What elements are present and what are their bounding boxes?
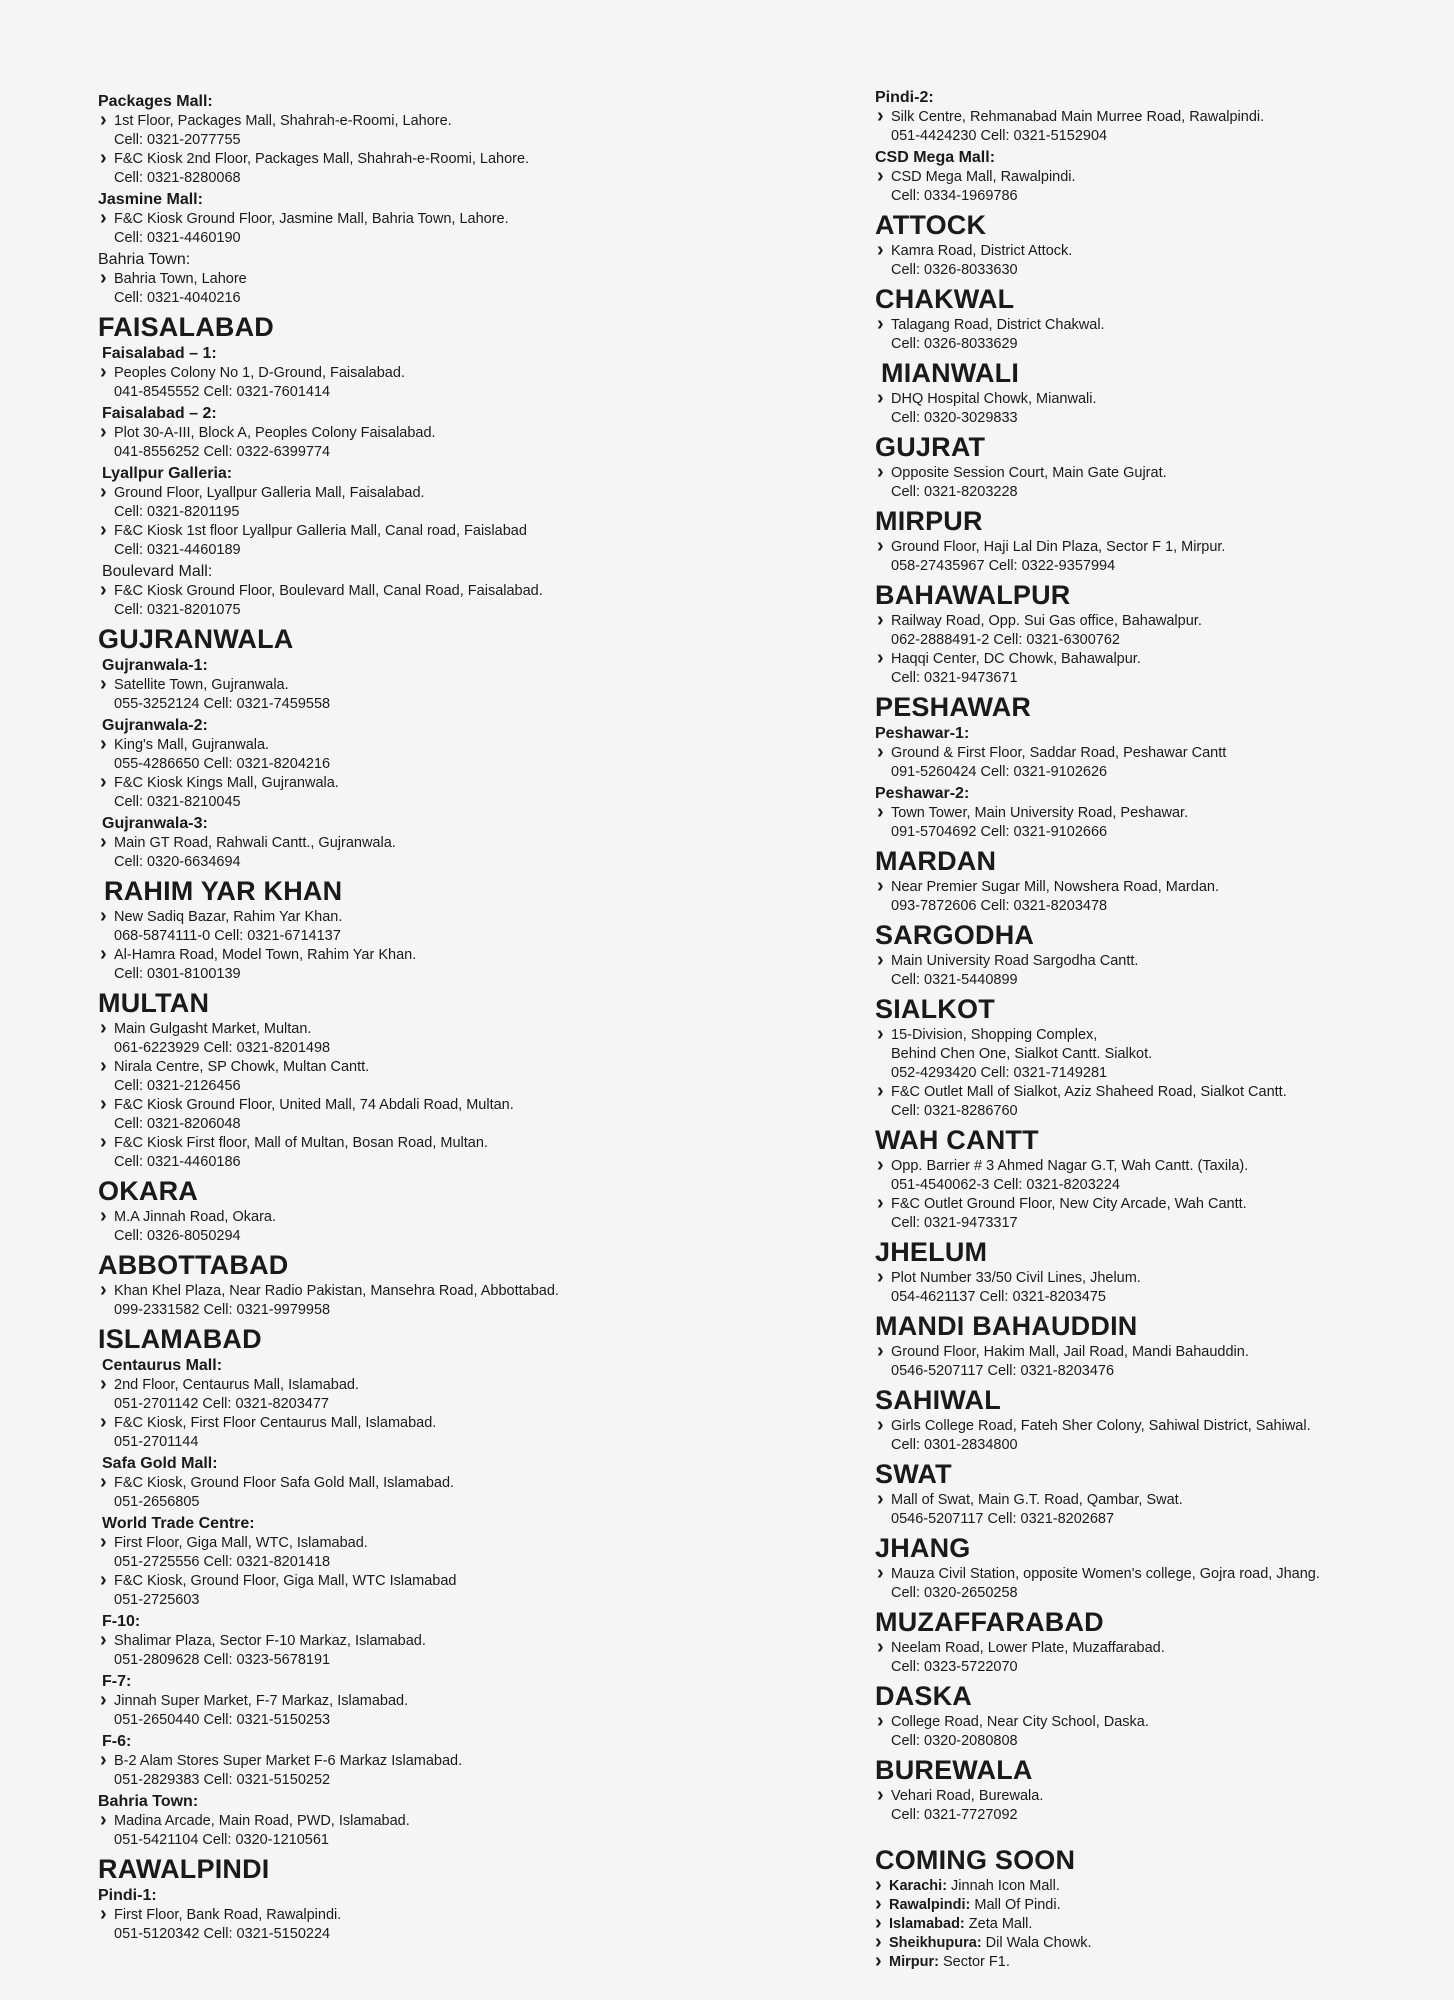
- store-contact: Cell: 0321-8280068: [114, 170, 241, 186]
- store-subheading: Faisalabad – 1:: [102, 345, 217, 362]
- store-entry: [100, 774, 798, 812]
- store-address: › Kamra Road, District Attock.: [877, 242, 1435, 261]
- store-address: › Ground Floor, Haji Lal Din Plaza, Sector F 1, Mirpur.: [877, 538, 1435, 557]
- store-contact: 051-2725556 Cell: 0321-8201418: [114, 1554, 331, 1570]
- store-entry: [100, 522, 798, 560]
- store-contact: Cell: 0320-2650258: [891, 1585, 1018, 1601]
- store-entry: [100, 1208, 798, 1246]
- city-heading-multan: MULTAN: [98, 988, 210, 1018]
- store-contact: Cell: 0334-1969786: [891, 188, 1018, 204]
- store-contact: 051-5120342 Cell: 0321-5150224: [114, 1926, 331, 1942]
- store-entry: [877, 1026, 1435, 1083]
- store-contact: 051-2725603: [114, 1592, 200, 1608]
- store-entry: [100, 364, 798, 402]
- store-subheading: Faisalabad – 2:: [102, 405, 217, 422]
- store-contact: 091-5704692 Cell: 0321-9102666: [891, 824, 1108, 840]
- store-contact: 052-4293420 Cell: 0321-7149281: [891, 1065, 1108, 1081]
- store-entry: [100, 484, 798, 522]
- store-subheading: CSD Mega Mall:: [875, 149, 996, 166]
- coming-soon-city: Karachi:: [889, 1878, 948, 1894]
- store-subheading: Lyallpur Galleria:: [102, 465, 233, 482]
- coming-soon-location: Jinnah Icon Mall.: [947, 1878, 1060, 1894]
- store-entry: [100, 1020, 798, 1058]
- store-entry: [100, 834, 798, 872]
- store-address: › Khan Khel Plaza, Near Radio Pakistan, Mansehra Road, Abbottabad.: [100, 1282, 798, 1301]
- store-contact: 051-2701142 Cell: 0321-8203477: [114, 1396, 329, 1412]
- store-contact: 055-4286650 Cell: 0321-8204216: [114, 756, 331, 772]
- store-subheading: Jasmine Mall:: [98, 191, 203, 208]
- coming-soon-item: [875, 1877, 1435, 1896]
- store-entry: [877, 1491, 1435, 1529]
- store-address: › First Floor, Bank Road, Rawalpindi.: [100, 1906, 798, 1925]
- store-entry: [877, 108, 1435, 146]
- store-address: › Haqqi Center, DC Chowk, Bahawalpur.: [877, 650, 1435, 669]
- store-entry: [877, 804, 1435, 842]
- store-address: › Peoples Colony No 1, D-Ground, Faisalabad.: [100, 364, 798, 383]
- store-contact: Cell: 0301-2834800: [891, 1437, 1018, 1453]
- store-subheading: Centaurus Mall:: [102, 1357, 223, 1374]
- city-heading-jhelum: JHELUM: [875, 1237, 988, 1267]
- coming-soon-item: [875, 1896, 1435, 1915]
- store-address: › F&C Outlet Ground Floor, New City Arcade, Wah Cantt.: [877, 1195, 1435, 1214]
- store-subheading: Bahria Town:: [98, 1793, 199, 1810]
- store-subheading: F-7:: [102, 1673, 132, 1690]
- store-address: › Talagang Road, District Chakwal.: [877, 316, 1435, 335]
- store-address: › Jinnah Super Market, F-7 Markaz, Islamabad.: [100, 1692, 798, 1711]
- store-entry: [877, 952, 1435, 990]
- store-contact: Cell: 0321-8201195: [114, 504, 240, 520]
- store-contact: Cell: 0321-5440899: [891, 972, 1018, 988]
- city-heading-jhang: JHANG: [875, 1533, 971, 1563]
- store-subheading: Pindi-1:: [98, 1887, 157, 1904]
- store-address: › M.A Jinnah Road, Okara.: [100, 1208, 798, 1227]
- store-entry: [877, 650, 1435, 688]
- coming-soon-item: [875, 1953, 1435, 1972]
- store-contact: 051-2656805: [114, 1494, 200, 1510]
- store-entry: [877, 1343, 1435, 1381]
- store-address: › 15-Division, Shopping Complex,: [877, 1026, 1435, 1045]
- store-address: › Girls College Road, Fateh Sher Colony, Sahiwal District, Sahiwal.: [877, 1417, 1435, 1436]
- store-contact: Cell: 0321-9473671: [891, 670, 1018, 686]
- city-heading-faisalabad: FAISALABAD: [98, 312, 274, 342]
- store-entry: [100, 1534, 798, 1572]
- city-heading-sargodha: SARGODHA: [875, 920, 1035, 950]
- store-entry: [877, 1565, 1435, 1603]
- city-heading-mianwali: MIANWALI: [881, 358, 1020, 388]
- store-contact: 051-2650440 Cell: 0321-5150253: [114, 1712, 331, 1728]
- store-entry: [877, 1787, 1435, 1825]
- store-entry: [100, 1812, 798, 1850]
- store-subheading: F-6:: [102, 1733, 132, 1750]
- store-entry: [877, 1269, 1435, 1307]
- store-entry: [100, 1632, 798, 1670]
- store-contact: Cell: 0320-6634694: [114, 854, 241, 870]
- store-address: › Opposite Session Court, Main Gate Gujrat.: [877, 464, 1435, 483]
- store-contact: Cell: 0321-8286760: [891, 1103, 1018, 1119]
- city-heading-gujranwala: GUJRANWALA: [98, 624, 294, 654]
- store-subheading: Peshawar-2:: [875, 785, 970, 802]
- store-contact: 051-2829383 Cell: 0321-5150252: [114, 1772, 331, 1788]
- store-address: › Ground & First Floor, Saddar Road, Peshawar Cantt: [877, 744, 1435, 763]
- store-contact: Behind Chen One, Sialkot Cantt. Sialkot.: [891, 1046, 1153, 1062]
- store-contact: 041-8556252 Cell: 0322-6399774: [114, 444, 331, 460]
- store-entry: [100, 1376, 798, 1414]
- store-contact: 061-6223929 Cell: 0321-8201498: [114, 1040, 331, 1056]
- store-address: › F&C Kiosk Ground Floor, Jasmine Mall, Bahria Town, Lahore.: [100, 210, 798, 229]
- right-column: [875, 86, 1435, 1972]
- store-contact: 093-7872606 Cell: 0321-8203478: [891, 898, 1108, 914]
- store-contact: Cell: 0321-2126456: [114, 1078, 241, 1094]
- store-address: › Al-Hamra Road, Model Town, Rahim Yar Khan.: [100, 946, 798, 965]
- store-entry: [877, 168, 1435, 206]
- city-heading-bahawalpur: BAHAWALPUR: [875, 580, 1071, 610]
- store-contact: 051-2809628 Cell: 0323-5678191: [114, 1652, 331, 1668]
- store-address: › Railway Road, Opp. Sui Gas office, Bahawalpur.: [877, 612, 1435, 631]
- store-contact: Cell: 0321-4040216: [114, 290, 241, 306]
- city-heading-attock: ATTOCK: [875, 210, 987, 240]
- store-subheading: Gujranwala-1:: [102, 657, 208, 674]
- store-address: › F&C Kiosk 2nd Floor, Packages Mall, Shahrah-e-Roomi, Lahore.: [100, 150, 798, 169]
- store-entry: [877, 316, 1435, 354]
- store-contact: 051-2701144: [114, 1434, 199, 1450]
- store-entry: [877, 1639, 1435, 1677]
- store-contact: Cell: 0321-2077755: [114, 132, 241, 148]
- city-heading-islamabad: ISLAMABAD: [98, 1324, 262, 1354]
- store-entry: [100, 1282, 798, 1320]
- city-heading-abbottabad: ABBOTTABAD: [98, 1250, 289, 1280]
- store-address: › Madina Arcade, Main Road, PWD, Islamabad.: [100, 1812, 798, 1831]
- store-entry: [100, 270, 798, 308]
- coming-soon-item: [875, 1934, 1435, 1953]
- store-address: › DHQ Hospital Chowk, Mianwali.: [877, 390, 1435, 409]
- coming-soon-location: Dil Wala Chowk.: [981, 1935, 1092, 1951]
- store-contact: Cell: 0326-8033630: [891, 262, 1018, 278]
- store-subheading: Bahria Town:: [98, 251, 191, 268]
- store-address: › F&C Kiosk First floor, Mall of Multan, Bosan Road, Multan.: [100, 1134, 798, 1153]
- coming-soon-location: Zeta Mall.: [964, 1916, 1033, 1932]
- coming-soon-location: Sector F1.: [938, 1954, 1010, 1970]
- store-entry: [100, 210, 798, 248]
- store-contact: 099-2331582 Cell: 0321-9979958: [114, 1302, 331, 1318]
- store-entry: [877, 1713, 1435, 1751]
- store-entry: [877, 878, 1435, 916]
- city-heading-peshawar: PESHAWAR: [875, 692, 1032, 722]
- store-contact: Cell: 0321-8203228: [891, 484, 1018, 500]
- store-contact: Cell: 0321-9473317: [891, 1215, 1018, 1231]
- store-subheading: F-10:: [102, 1613, 141, 1630]
- store-entry: [877, 1157, 1435, 1195]
- city-heading-swat: SWAT: [875, 1459, 952, 1489]
- store-contact: Cell: 0321-4460190: [114, 230, 241, 246]
- store-contact: 051-4540062-3 Cell: 0321-8203224: [891, 1177, 1120, 1193]
- left-column: [98, 90, 798, 1944]
- store-address: › Plot Number 33/50 Civil Lines, Jhelum.: [877, 1269, 1435, 1288]
- store-contact: Cell: 0323-5722070: [891, 1659, 1018, 1675]
- store-entry: [877, 1195, 1435, 1233]
- store-contact: Cell: 0301-8100139: [114, 966, 241, 982]
- store-entry: [877, 390, 1435, 428]
- store-address: › First Floor, Giga Mall, WTC, Islamabad.: [100, 1534, 798, 1553]
- coming-soon-city: Mirpur:: [889, 1954, 939, 1970]
- store-address: › B-2 Alam Stores Super Market F-6 Markaz Islamabad.: [100, 1752, 798, 1771]
- store-contact: 051-5421104 Cell: 0320-1210561: [114, 1832, 329, 1848]
- city-heading-mirpur: MIRPUR: [875, 506, 983, 536]
- store-address: › Silk Centre, Rehmanabad Main Murree Road, Rawalpindi.: [877, 108, 1435, 127]
- store-address: › Opp. Barrier # 3 Ahmed Nagar G.T, Wah Cantt. (Taxila).: [877, 1157, 1435, 1176]
- store-contact: 068-5874111-0 Cell: 0321-6714137: [114, 928, 341, 944]
- store-contact: Cell: 0326-8050294: [114, 1228, 241, 1244]
- coming-soon-location: Mall Of Pindi.: [970, 1897, 1061, 1913]
- store-entry: [877, 538, 1435, 576]
- store-address: › F&C Outlet Mall of Sialkot, Aziz Shaheed Road, Sialkot Cantt.: [877, 1083, 1435, 1102]
- store-subheading: Pindi-2:: [875, 89, 934, 106]
- store-entry: [100, 582, 798, 620]
- store-address: › Town Tower, Main University Road, Peshawar.: [877, 804, 1435, 823]
- store-contact: 054-4621137 Cell: 0321-8203475: [891, 1289, 1106, 1305]
- store-address: › Plot 30-A-III, Block A, Peoples Colony Faisalabad.: [100, 424, 798, 443]
- store-contact: Cell: 0321-8210045: [114, 794, 241, 810]
- store-contact: 0546-5207117 Cell: 0321-8203476: [891, 1363, 1115, 1379]
- store-contact: 0546-5207117 Cell: 0321-8202687: [891, 1511, 1115, 1527]
- store-address: › F&C Kiosk 1st floor Lyallpur Galleria Mall, Canal road, Faislabad: [100, 522, 798, 541]
- store-entry: [877, 612, 1435, 650]
- city-heading-sahiwal: SAHIWAL: [875, 1385, 1001, 1415]
- store-entry: [100, 1906, 798, 1944]
- store-subheading: Safa Gold Mall:: [102, 1455, 218, 1472]
- city-heading-chakwal: CHAKWAL: [875, 284, 1015, 314]
- store-entry: [100, 112, 798, 150]
- store-address: › Ground Floor, Hakim Mall, Jail Road, Mandi Bahauddin.: [877, 1343, 1435, 1362]
- store-address: › Bahria Town, Lahore: [100, 270, 798, 289]
- store-entry: [100, 1474, 798, 1512]
- coming-soon-city: Islamabad:: [889, 1916, 965, 1932]
- store-address: › Neelam Road, Lower Plate, Muzaffarabad.: [877, 1639, 1435, 1658]
- store-entry: [100, 1572, 798, 1610]
- store-address: › King's Mall, Gujranwala.: [100, 736, 798, 755]
- store-contact: Cell: 0321-4460189: [114, 542, 241, 558]
- store-entry: [100, 676, 798, 714]
- store-entry: [877, 242, 1435, 280]
- city-heading-burewala: BUREWALA: [875, 1755, 1033, 1785]
- store-contact: 055-3252124 Cell: 0321-7459558: [114, 696, 331, 712]
- store-address: › Mauza Civil Station, opposite Women's college, Gojra road, Jhang.: [877, 1565, 1435, 1584]
- store-address: › Main Gulgasht Market, Multan.: [100, 1020, 798, 1039]
- store-entry: [100, 1096, 798, 1134]
- store-address: › New Sadiq Bazar, Rahim Yar Khan.: [100, 908, 798, 927]
- store-subheading: Boulevard Mall:: [102, 563, 213, 580]
- city-heading-sialkot: SIALKOT: [875, 994, 995, 1024]
- store-address: › Nirala Centre, SP Chowk, Multan Cantt.: [100, 1058, 798, 1077]
- city-heading-rawalpindi: RAWALPINDI: [98, 1854, 270, 1884]
- coming-soon-item: [875, 1915, 1435, 1934]
- store-address: › 1st Floor, Packages Mall, Shahrah-e-Roomi, Lahore.: [100, 112, 798, 131]
- city-heading-rahim-yar-khan: RAHIM YAR KHAN: [104, 876, 343, 906]
- store-address: › Vehari Road, Burewala.: [877, 1787, 1435, 1806]
- city-heading-muzaffarabad: MUZAFFARABAD: [875, 1607, 1104, 1637]
- store-entry: [100, 1134, 798, 1172]
- store-entry: [100, 1058, 798, 1096]
- store-entry: [100, 946, 798, 984]
- store-entry: [100, 150, 798, 188]
- city-heading-mardan: MARDAN: [875, 846, 997, 876]
- store-entry: [100, 736, 798, 774]
- store-subheading: Gujranwala-3:: [102, 815, 208, 832]
- coming-soon-city: Sheikhupura:: [889, 1935, 982, 1951]
- store-address: › F&C Kiosk Ground Floor, United Mall, 74 Abdali Road, Multan.: [100, 1096, 798, 1115]
- city-heading-wah-cantt: WAH CANTT: [875, 1125, 1039, 1155]
- store-address: › Near Premier Sugar Mill, Nowshera Road, Mardan.: [877, 878, 1435, 897]
- store-contact: 051-4424230 Cell: 0321-5152904: [891, 128, 1108, 144]
- store-contact: Cell: 0326-8033629: [891, 336, 1018, 352]
- store-contact: 041-8545552 Cell: 0321-7601414: [114, 384, 331, 400]
- store-address: › Ground Floor, Lyallpur Galleria Mall, Faisalabad.: [100, 484, 798, 503]
- store-subheading: World Trade Centre:: [102, 1515, 255, 1532]
- store-entry: [100, 1752, 798, 1790]
- store-entry: [877, 464, 1435, 502]
- store-contact: 062-2888491-2 Cell: 0321-6300762: [891, 632, 1120, 648]
- city-heading-mandi-bahauddin: MANDI BAHAUDDIN: [875, 1311, 1138, 1341]
- store-entry: [100, 1414, 798, 1452]
- city-heading-coming-soon: COMING SOON: [875, 1845, 1076, 1875]
- store-entry: [100, 908, 798, 946]
- store-address: › Main GT Road, Rahwali Cantt., Gujranwala.: [100, 834, 798, 853]
- store-subheading: Peshawar-1:: [875, 725, 970, 742]
- store-subheading: Gujranwala-2:: [102, 717, 208, 734]
- store-contact: Cell: 0320-2080808: [891, 1733, 1018, 1749]
- store-entry: [877, 1083, 1435, 1121]
- city-heading-daska: DASKA: [875, 1681, 973, 1711]
- store-contact: Cell: 0321-4460186: [114, 1154, 241, 1170]
- store-entry: [100, 1692, 798, 1730]
- store-contact: Cell: 0321-7727092: [891, 1807, 1018, 1823]
- city-heading-gujrat: GUJRAT: [875, 432, 986, 462]
- store-contact: 058-27435967 Cell: 0322-9357994: [891, 558, 1116, 574]
- store-entry: [100, 424, 798, 462]
- store-entry: [877, 744, 1435, 782]
- store-address: › F&C Kiosk, Ground Floor Safa Gold Mall, Islamabad.: [100, 1474, 798, 1493]
- store-address: › F&C Kiosk Ground Floor, Boulevard Mall, Canal Road, Faisalabad.: [100, 582, 798, 601]
- store-address: › 2nd Floor, Centaurus Mall, Islamabad.: [100, 1376, 798, 1395]
- store-contact: 091-5260424 Cell: 0321-9102626: [891, 764, 1108, 780]
- store-address: › Satellite Town, Gujranwala.: [100, 676, 798, 695]
- store-address: › CSD Mega Mall, Rawalpindi.: [877, 168, 1435, 187]
- store-contact: Cell: 0320-3029833: [891, 410, 1018, 426]
- store-subheading: Packages Mall:: [98, 93, 213, 110]
- store-address: › Mall of Swat, Main G.T. Road, Qambar, Swat.: [877, 1491, 1435, 1510]
- store-contact: Cell: 0321-8206048: [114, 1116, 241, 1132]
- store-contact: Cell: 0321-8201075: [114, 602, 241, 618]
- store-address: › F&C Kiosk, First Floor Centaurus Mall, Islamabad.: [100, 1414, 798, 1433]
- store-address: › F&C Kiosk Kings Mall, Gujranwala.: [100, 774, 798, 793]
- city-heading-okara: OKARA: [98, 1176, 198, 1206]
- store-address: › College Road, Near City School, Daska.: [877, 1713, 1435, 1732]
- store-entry: [877, 1417, 1435, 1455]
- coming-soon-city: Rawalpindi:: [889, 1897, 971, 1913]
- store-address: › Shalimar Plaza, Sector F-10 Markaz, Islamabad.: [100, 1632, 798, 1651]
- store-address: › Main University Road Sargodha Cantt.: [877, 952, 1435, 971]
- store-address: › F&C Kiosk, Ground Floor, Giga Mall, WTC Islamabad: [100, 1572, 798, 1591]
